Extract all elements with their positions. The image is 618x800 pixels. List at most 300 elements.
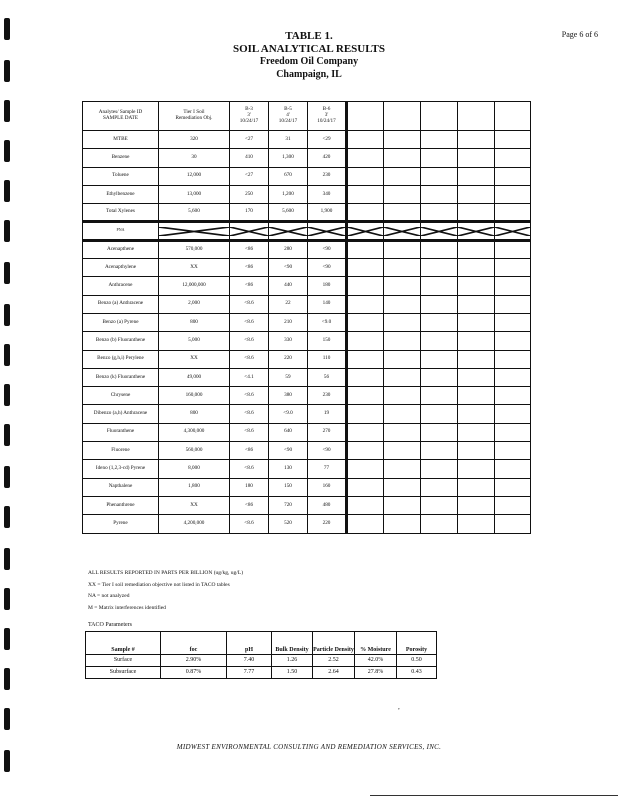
binder-holes <box>4 0 14 800</box>
table-number: TABLE 1. <box>285 30 333 42</box>
sample-value-cell: 19 <box>308 405 347 423</box>
empty-cell <box>458 204 495 222</box>
footer-company: MIDWEST ENVIRONMENTAL CONSULTING AND REMEDIATION SERVICES, INC. <box>176 743 442 751</box>
separator-cell <box>495 222 531 240</box>
empty-cell <box>458 131 495 149</box>
empty-cell <box>421 313 458 331</box>
binder-hole <box>4 466 10 488</box>
empty-cell <box>384 368 421 386</box>
cross-hatch-icon <box>308 227 345 236</box>
empty-cell <box>347 204 384 222</box>
table-row <box>83 149 531 167</box>
empty-cell <box>421 259 458 277</box>
sample-value-cell: 1,900 <box>308 204 347 222</box>
analyte-cell: Ideno (1,2,3-cd) Pyrene <box>83 460 159 478</box>
sample-value-cell: 210 <box>269 313 308 331</box>
sample-value-cell: <86 <box>230 277 269 295</box>
taco-header: Bulk Density <box>272 632 313 655</box>
empty-cell <box>495 167 531 185</box>
empty-cell <box>495 332 531 350</box>
empty-cell <box>495 295 531 313</box>
empty-cell <box>384 387 421 405</box>
analyte-cell: Fluoranthene <box>83 423 159 441</box>
binder-hole <box>4 220 10 242</box>
table-row <box>83 423 531 441</box>
taco-cell: 7.40 <box>227 655 272 667</box>
analyte-cell: Ethylbenzene <box>83 185 159 203</box>
sample-value-cell: 31 <box>269 131 308 149</box>
taco-header: Particle Density <box>313 632 355 655</box>
empty-cell <box>421 442 458 460</box>
corner-label-analytes: Analytes/ Sample ID <box>98 109 143 116</box>
table-row <box>83 368 531 386</box>
sample-header-b5 <box>269 102 308 131</box>
binder-hole <box>4 262 10 284</box>
separator-cell <box>159 222 230 240</box>
tier-value-cell: 2,000 <box>159 295 230 313</box>
empty-cell <box>495 368 531 386</box>
sample-value-cell: <90 <box>269 442 308 460</box>
taco-cell: 7.77 <box>227 667 272 679</box>
sample-value-cell: <29 <box>308 131 347 149</box>
empty-cell <box>421 332 458 350</box>
corner-header <box>83 102 159 131</box>
empty-cell <box>495 478 531 496</box>
binder-hole <box>4 424 10 446</box>
taco-cell: 0.87% <box>161 667 227 679</box>
table-row <box>83 185 531 203</box>
taco-row <box>86 655 437 667</box>
empty-cell <box>495 204 531 222</box>
tier-value-cell: 30 <box>159 149 230 167</box>
empty-cell <box>384 259 421 277</box>
tier-header <box>159 102 230 131</box>
binder-hole <box>4 304 10 326</box>
stray-mark: , <box>398 703 400 711</box>
sample-value-cell: <8.6 <box>230 313 269 331</box>
empty-cell <box>421 368 458 386</box>
taco-cell: Surface <box>86 655 161 667</box>
sample-value-cell: <90 <box>269 259 308 277</box>
empty-cell <box>384 204 421 222</box>
analyte-cell: Benzo (b) Fluoranthene <box>83 332 159 350</box>
analyte-cell: Anthracene <box>83 277 159 295</box>
empty-cell <box>384 478 421 496</box>
table-row <box>83 131 531 149</box>
tier-value-cell: 13,000 <box>159 185 230 203</box>
taco-cell: 1.50 <box>272 667 313 679</box>
empty-cell <box>347 442 384 460</box>
sample-value-cell: <27 <box>230 131 269 149</box>
sample-value-cell: 280 <box>269 240 308 258</box>
notes <box>88 568 243 614</box>
sample-value-cell: 670 <box>269 167 308 185</box>
empty-cell <box>495 496 531 514</box>
sample-value-cell: 410 <box>230 149 269 167</box>
separator-cell <box>458 222 495 240</box>
empty-cell <box>495 460 531 478</box>
tier-value-cell: XX <box>159 259 230 277</box>
taco-header: Porosity <box>397 632 437 655</box>
taco-row <box>86 667 437 679</box>
tier-value-cell: 1,800 <box>159 478 230 496</box>
sample-value-cell: 56 <box>308 368 347 386</box>
analyte-cell: Acenapthene <box>83 240 159 258</box>
empty-cell <box>384 515 421 533</box>
tier-value-cell: 800 <box>159 313 230 331</box>
empty-cell <box>347 496 384 514</box>
analyte-cell: Phenanthrene <box>83 496 159 514</box>
analyte-cell: Fluorene <box>83 442 159 460</box>
cross-hatch-icon <box>269 227 307 236</box>
analyte-cell: Chrysene <box>83 387 159 405</box>
sample-value-cell: 22 <box>269 295 308 313</box>
sample-value-cell: <8.6 <box>230 460 269 478</box>
table-row <box>83 332 531 350</box>
empty-header <box>347 102 384 131</box>
sample-date: 10/24/17 <box>278 117 298 124</box>
sample-value-cell: 59 <box>269 368 308 386</box>
empty-cell <box>384 332 421 350</box>
table-row <box>83 295 531 313</box>
table-row <box>83 240 531 258</box>
empty-cell <box>347 350 384 368</box>
empty-cell <box>458 387 495 405</box>
tier-value-cell: 570,000 <box>159 240 230 258</box>
note-units: ALL RESULTS REPORTED IN PARTS PER BILLION (ug/kg, ug/L) <box>88 570 244 576</box>
sample-value-cell: <8.6 <box>230 350 269 368</box>
table-row <box>83 387 531 405</box>
empty-cell <box>495 240 531 258</box>
binder-hole <box>4 384 10 406</box>
empty-cell <box>421 460 458 478</box>
taco-cell: 42.0% <box>355 655 397 667</box>
empty-cell <box>421 185 458 203</box>
empty-cell <box>458 350 495 368</box>
analyte-cell: Benzene <box>83 149 159 167</box>
page-number: Page 6 of 6 <box>561 30 598 39</box>
table-row <box>83 405 531 423</box>
table-row <box>83 442 531 460</box>
empty-cell <box>384 167 421 185</box>
separator-label: PNA <box>116 227 125 233</box>
taco-parameters-table <box>85 631 437 679</box>
empty-cell <box>495 387 531 405</box>
empty-cell <box>384 313 421 331</box>
empty-cell <box>347 387 384 405</box>
empty-cell <box>458 460 495 478</box>
empty-cell <box>347 167 384 185</box>
taco-cell: 0.50 <box>397 655 437 667</box>
tier-value-cell: 320 <box>159 131 230 149</box>
taco-cell: 27.8% <box>355 667 397 679</box>
separator-row <box>83 222 531 240</box>
taco-header: % Moisture <box>355 632 397 655</box>
sample-value-cell: 420 <box>308 149 347 167</box>
empty-cell <box>347 313 384 331</box>
empty-cell <box>421 149 458 167</box>
analyte-cell: Benzo (a) Anthracene <box>83 295 159 313</box>
analyte-cell: MTBE <box>83 131 159 149</box>
taco-cell: Subsurface <box>86 667 161 679</box>
empty-cell <box>421 295 458 313</box>
sample-value-cell: <86 <box>230 240 269 258</box>
cross-hatch-icon <box>159 227 229 236</box>
sample-id: B-6 <box>322 106 331 113</box>
empty-cell <box>384 149 421 167</box>
table-row <box>83 515 531 533</box>
sample-value-cell: 340 <box>308 185 347 203</box>
sample-value-cell: <86 <box>230 496 269 514</box>
cross-hatch-icon <box>348 227 383 236</box>
sample-value-cell: 160 <box>308 478 347 496</box>
empty-cell <box>495 185 531 203</box>
sample-value-cell: 77 <box>308 460 347 478</box>
empty-header <box>421 102 458 131</box>
empty-cell <box>384 185 421 203</box>
separator-cell <box>347 222 384 240</box>
empty-cell <box>384 240 421 258</box>
sample-value-cell: 180 <box>230 478 269 496</box>
empty-cell <box>347 240 384 258</box>
empty-cell <box>495 423 531 441</box>
binder-hole <box>4 506 10 528</box>
analyte-cell: Napthalene <box>83 478 159 496</box>
taco-cell: 2.64 <box>313 667 355 679</box>
empty-cell <box>458 368 495 386</box>
empty-cell <box>384 496 421 514</box>
sample-value-cell: 480 <box>308 496 347 514</box>
sample-value-cell: 380 <box>269 387 308 405</box>
sample-value-cell: 1,300 <box>269 149 308 167</box>
empty-cell <box>458 442 495 460</box>
tier-value-cell: 5,600 <box>159 204 230 222</box>
taco-cell: 0.43 <box>397 667 437 679</box>
cross-hatch-icon <box>458 227 494 236</box>
analyte-cell: Benzo (k) Fluoranthene <box>83 368 159 386</box>
empty-cell <box>421 131 458 149</box>
empty-cell <box>347 405 384 423</box>
sample-header-b6 <box>308 102 347 131</box>
empty-cell <box>495 149 531 167</box>
sample-id: B-5 <box>284 106 292 113</box>
sample-value-cell: <8.6 <box>230 295 269 313</box>
sample-value-cell: 110 <box>308 350 347 368</box>
empty-cell <box>421 240 458 258</box>
tier-value-cell: 12,000 <box>159 167 230 185</box>
separator-cell <box>83 222 159 240</box>
empty-cell <box>458 313 495 331</box>
separator-cell <box>308 222 347 240</box>
empty-cell <box>458 167 495 185</box>
sample-value-cell: 230 <box>308 387 347 405</box>
tier-value-cell: 800 <box>159 405 230 423</box>
tier-value-cell: 4,200,000 <box>159 515 230 533</box>
empty-cell <box>421 515 458 533</box>
binder-hole <box>4 548 10 570</box>
bottom-rule <box>370 795 618 796</box>
binder-hole <box>4 100 10 122</box>
empty-cell <box>495 277 531 295</box>
sample-value-cell: 130 <box>269 460 308 478</box>
empty-cell <box>458 149 495 167</box>
sample-value-cell: <9.0 <box>308 313 347 331</box>
empty-cell <box>347 185 384 203</box>
empty-header <box>384 102 421 131</box>
taco-header-row <box>86 632 437 655</box>
taco-header: Sample # <box>86 632 161 655</box>
sample-value-cell: 230 <box>308 167 347 185</box>
binder-hole <box>4 750 10 772</box>
sample-value-cell: 720 <box>269 496 308 514</box>
empty-cell <box>347 478 384 496</box>
location: Champaign, IL <box>276 69 342 80</box>
sample-value-cell: <8.6 <box>230 387 269 405</box>
empty-cell <box>347 332 384 350</box>
tier-value-cell: 12,000,000 <box>159 277 230 295</box>
empty-cell <box>458 332 495 350</box>
binder-hole <box>4 708 10 730</box>
empty-cell <box>458 185 495 203</box>
sample-value-cell: 150 <box>269 478 308 496</box>
tier-value-cell: 49,000 <box>159 368 230 386</box>
empty-cell <box>458 259 495 277</box>
sample-value-cell: <8.6 <box>230 405 269 423</box>
sample-value-cell: 150 <box>308 332 347 350</box>
tier-value-cell: XX <box>159 350 230 368</box>
taco-cell: 2.90% <box>161 655 227 667</box>
empty-cell <box>347 515 384 533</box>
empty-cell <box>495 313 531 331</box>
empty-cell <box>347 460 384 478</box>
sample-value-cell: 250 <box>230 185 269 203</box>
empty-cell <box>421 405 458 423</box>
note-xx: XX = Tier I soil remediation objective not listed in TACO tables <box>88 581 230 588</box>
corner-label-date: SAMPLE DATE <box>102 115 139 121</box>
tier-value-cell: 4,300,000 <box>159 423 230 441</box>
sample-value-cell: <90 <box>308 259 347 277</box>
table-header-row <box>83 102 531 131</box>
separator-cell <box>384 222 421 240</box>
sample-value-cell: 140 <box>308 295 347 313</box>
sample-value-cell: <86 <box>230 259 269 277</box>
table-row <box>83 478 531 496</box>
binder-hole <box>4 344 10 366</box>
analyte-cell: Benzo (a) Pyrene <box>83 313 159 331</box>
table-row <box>83 460 531 478</box>
binder-hole <box>4 668 10 690</box>
cross-hatch-icon <box>384 227 420 236</box>
empty-cell <box>421 167 458 185</box>
taco-cell: 1.26 <box>272 655 313 667</box>
empty-cell <box>421 387 458 405</box>
sample-value-cell: 520 <box>269 515 308 533</box>
analyte-cell: Dibenzo (a,h) Anthracene <box>83 405 159 423</box>
empty-cell <box>347 368 384 386</box>
empty-cell <box>347 277 384 295</box>
cross-hatch-icon <box>421 227 457 236</box>
empty-cell <box>384 350 421 368</box>
empty-cell <box>384 442 421 460</box>
empty-cell <box>384 423 421 441</box>
empty-cell <box>495 350 531 368</box>
sample-date: 10/24/17 <box>317 117 336 124</box>
tier-label-line1: Tier I Soil <box>183 109 205 116</box>
empty-cell <box>421 423 458 441</box>
empty-cell <box>347 295 384 313</box>
table-row <box>83 350 531 368</box>
empty-cell <box>458 478 495 496</box>
table-row <box>83 259 531 277</box>
table-row <box>83 204 531 222</box>
empty-cell <box>495 131 531 149</box>
empty-cell <box>347 131 384 149</box>
taco-header: pH <box>227 632 272 655</box>
empty-cell <box>421 478 458 496</box>
sample-value-cell: 1,200 <box>269 185 308 203</box>
analyte-cell: Acenapthylene <box>83 259 159 277</box>
note-m: M = Matrix interferences identified <box>88 604 166 611</box>
empty-cell <box>347 149 384 167</box>
sample-value-cell: <90 <box>308 240 347 258</box>
empty-cell <box>384 460 421 478</box>
sample-value-cell: 5,600 <box>269 204 308 222</box>
sample-value-cell: 220 <box>269 350 308 368</box>
empty-cell <box>347 259 384 277</box>
sample-value-cell: <86 <box>230 442 269 460</box>
empty-cell <box>495 515 531 533</box>
sample-value-cell: 640 <box>269 423 308 441</box>
tier-value-cell: 5,000 <box>159 332 230 350</box>
tier-value-cell: XX <box>159 496 230 514</box>
analyte-cell: Benzo (g,h,i) Perylene <box>83 350 159 368</box>
empty-cell <box>458 240 495 258</box>
separator-cell <box>269 222 308 240</box>
sample-value-cell: <4.1 <box>230 368 269 386</box>
empty-cell <box>384 277 421 295</box>
sample-header-b3 <box>230 102 269 131</box>
sample-date: 10/24/17 <box>239 117 259 124</box>
separator-cell <box>230 222 269 240</box>
empty-header <box>495 102 531 131</box>
sample-value-cell: <8.6 <box>230 515 269 533</box>
table-row <box>83 167 531 185</box>
taco-title: TACO Parameters <box>88 622 133 628</box>
empty-cell <box>421 496 458 514</box>
sample-value-cell: 170 <box>230 204 269 222</box>
taco-header: foc <box>161 632 227 655</box>
table-row <box>83 313 531 331</box>
table-row <box>83 496 531 514</box>
sample-depth: 3' <box>324 112 329 119</box>
empty-cell <box>458 423 495 441</box>
report-title: SOIL ANALYTICAL RESULTS <box>232 43 386 55</box>
sample-value-cell: <9.0 <box>269 405 308 423</box>
analyte-cell: Toluene <box>83 167 159 185</box>
binder-hole <box>4 628 10 650</box>
sample-value-cell: 330 <box>269 332 308 350</box>
analyte-cell: Total Xylenes <box>83 204 159 222</box>
empty-cell <box>421 204 458 222</box>
empty-cell <box>421 277 458 295</box>
empty-cell <box>458 295 495 313</box>
table-row <box>83 277 531 295</box>
sample-value-cell: <8.6 <box>230 423 269 441</box>
sample-id: B-3 <box>245 106 253 113</box>
tier-label-line2: Remediation Obj. <box>175 115 213 121</box>
empty-cell <box>458 405 495 423</box>
sample-value-cell: 180 <box>308 277 347 295</box>
